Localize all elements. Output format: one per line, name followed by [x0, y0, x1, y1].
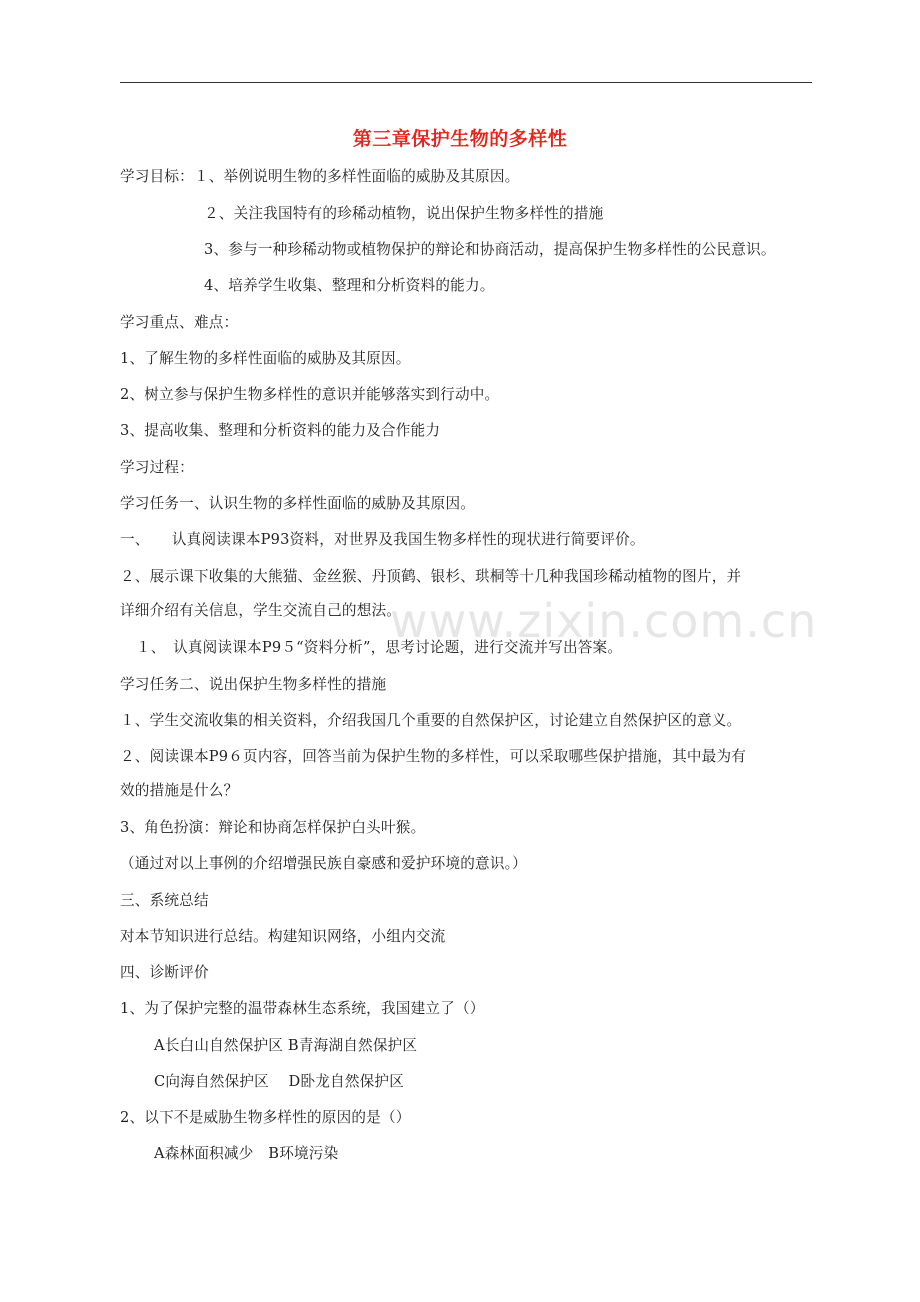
task-2-item-2-cont: 效的措施是什么？ — [120, 782, 239, 799]
assessment-heading: 四、诊断评价 — [120, 964, 209, 981]
objective-4: 4、培养学生收集、整理和分析资料的能力。 — [204, 277, 495, 294]
watermark: www.zixin.com.cn — [390, 594, 818, 648]
document-title: 第三章保护生物的多样性 — [352, 128, 568, 150]
task-1-item-2: ２、展示课下收集的大熊猫、金丝猴、丹顶鹤、银杉、珙桐等十几种我国珍稀动植物的图片，并 — [120, 568, 742, 585]
key-points-heading: 学习重点、难点： — [120, 314, 239, 331]
question-1: 1、为了保护完整的温带森林生态系统，我国建立了（） — [120, 1000, 485, 1017]
task-1-item-1: 一、 认真阅读课本P93资料，对世界及我国生物多样性的现状进行简要评价。 — [120, 531, 645, 548]
key-point-1: 1、了解生物的多样性面临的威胁及其原因。 — [120, 350, 411, 367]
question-1-options-ab: A长白山自然保护区 B青海湖自然保护区 — [154, 1037, 418, 1054]
header-rule — [120, 82, 812, 83]
summary-heading: 三、系统总结 — [120, 892, 209, 909]
objective-2: ２、关注我国特有的珍稀动植物，说出保护生物多样性的措施 — [204, 205, 604, 222]
task-1-item-3: １、 认真阅读课本P9５“资料分析”，思考讨论题，进行交流并写出答案。 — [136, 639, 623, 656]
task-1-heading: 学习任务一、认识生物的多样性面临的威胁及其原因。 — [120, 495, 476, 512]
task-2-item-2: ２、阅读课本P9６页内容，回答当前为保护生物的多样性，可以采取哪些保护措施，其中最为有 — [120, 748, 747, 765]
question-2-options-ab: A森林面积减少 B环境污染 — [154, 1145, 339, 1162]
key-point-3: 3、提高收集、整理和分析资料的能力及合作能力 — [120, 422, 441, 439]
task-2-heading: 学习任务二、说出保护生物多样性的措施 — [120, 676, 387, 693]
task-2-note: （通过对以上事例的介绍增强民族自豪感和爱护环境的意识。） — [120, 855, 527, 872]
process-heading: 学习过程： — [120, 459, 194, 476]
objective-1: 学习目标：１、举例说明生物的多样性面临的威胁及其原因。 — [120, 168, 520, 185]
summary-text: 对本节知识进行总结。构建知识网络，小组内交流 — [120, 928, 446, 945]
objective-3: 3、参与一种珍稀动物或植物保护的辩论和协商活动，提高保护生物多样性的公民意识。 — [204, 241, 776, 258]
task-2-item-3: 3、角色扮演：辩论和协商怎样保护白头叶猴。 — [120, 819, 426, 836]
question-2: 2、以下不是威胁生物多样性的原因的是（） — [120, 1109, 411, 1126]
task-2-item-1: １、学生交流收集的相关资料，介绍我国几个重要的自然保护区，讨论建立自然保护区的意义。 — [120, 712, 742, 729]
question-1-options-cd: C向海自然保护区 D卧龙自然保护区 — [154, 1073, 405, 1090]
task-1-item-2-cont: 详细介绍有关信息，学生交流自己的想法。 — [120, 602, 402, 619]
key-point-2: 2、树立参与保护生物多样性的意识并能够落实到行动中。 — [120, 386, 500, 403]
